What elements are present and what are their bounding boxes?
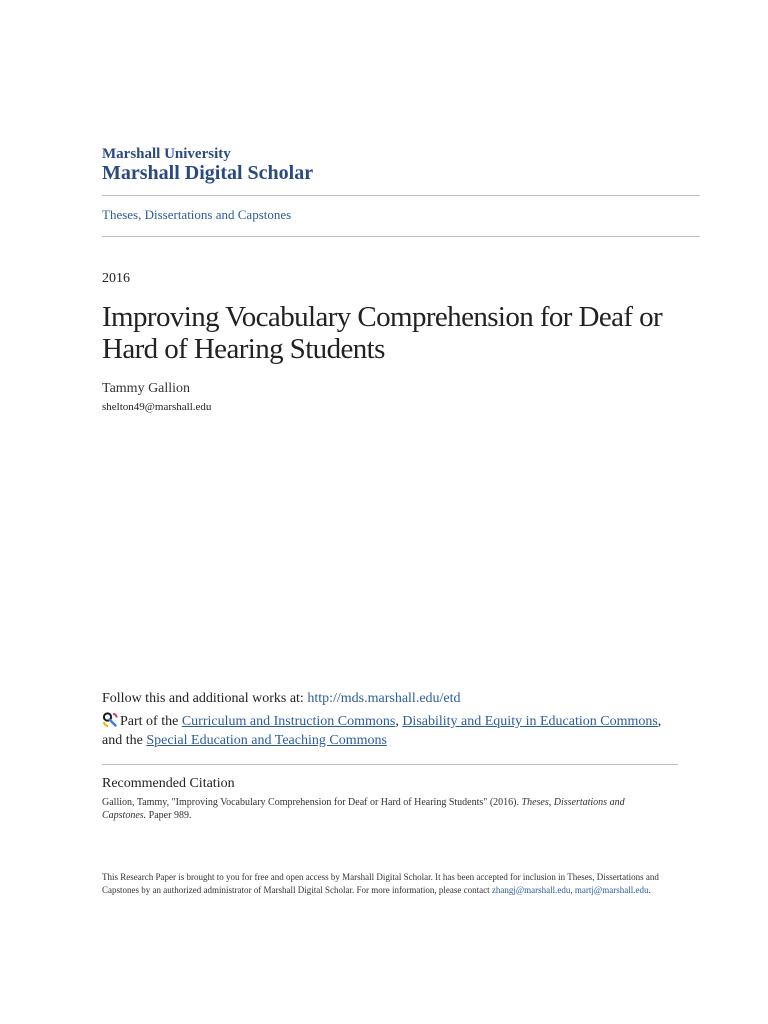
- contact-email-link[interactable]: zhangj@marshall.edu: [491, 885, 571, 895]
- document-title: Improving Vocabulary Comprehension for Deaf or Hard of Hearing Students: [102, 301, 663, 365]
- repository-name[interactable]: Marshall Digital Scholar: [102, 162, 314, 184]
- publication-year: 2016: [102, 271, 130, 286]
- footer-note: [102, 871, 682, 897]
- bepress-network-icon: [102, 712, 118, 727]
- divider: [102, 195, 700, 196]
- footer-text: This Research Paper is brought to you for free and open access by Marshall Digital Scholar. It has been accepted for inclusion in Theses, Dissertations and Capstones by an authorized administrator of Marshall Digital Scholar. For more information, please contact: [102, 872, 659, 895]
- collection-link[interactable]: Theses, Dissertations and Capstones: [102, 207, 292, 222]
- footer-end: .: [648, 885, 651, 895]
- citation-series: Theses, Dissertations and Capstones.: [102, 797, 625, 821]
- contact-email-link[interactable]: martj@marshall.edu: [574, 885, 649, 895]
- citation-end: Paper 989.: [146, 810, 192, 821]
- follow-prefix: Follow this and additional works at:: [102, 691, 308, 706]
- disability-commons-link[interactable]: Disability and Equity in Education Commons: [402, 714, 658, 729]
- special-education-commons-link[interactable]: Special Education and Teaching Commons: [146, 733, 387, 748]
- part-of-separator: ,: [395, 714, 403, 729]
- author-email: shelton49@marshall.edu: [102, 401, 212, 413]
- follow-line: [102, 690, 461, 708]
- part-of-separator: , and the: [102, 714, 662, 748]
- part-of-line: [102, 712, 662, 750]
- divider: [102, 236, 700, 237]
- divider: [102, 764, 678, 765]
- citation-text: [102, 796, 662, 822]
- footer-separator: ,: [570, 885, 575, 895]
- curriculum-commons-link[interactable]: Curriculum and Instruction Commons: [181, 714, 396, 729]
- citation-start: Gallion, Tammy, "Improving Vocabulary Comprehension for Deaf or Hard of Hearing Students" (2016).: [102, 797, 522, 808]
- university-name[interactable]: Marshall University: [102, 146, 231, 162]
- etd-link[interactable]: http://mds.marshall.edu/etd: [307, 691, 461, 706]
- part-of-prefix: Part of the: [120, 714, 182, 729]
- author-name: Tammy Gallion: [102, 381, 191, 396]
- citation-heading: Recommended Citation: [102, 776, 235, 791]
